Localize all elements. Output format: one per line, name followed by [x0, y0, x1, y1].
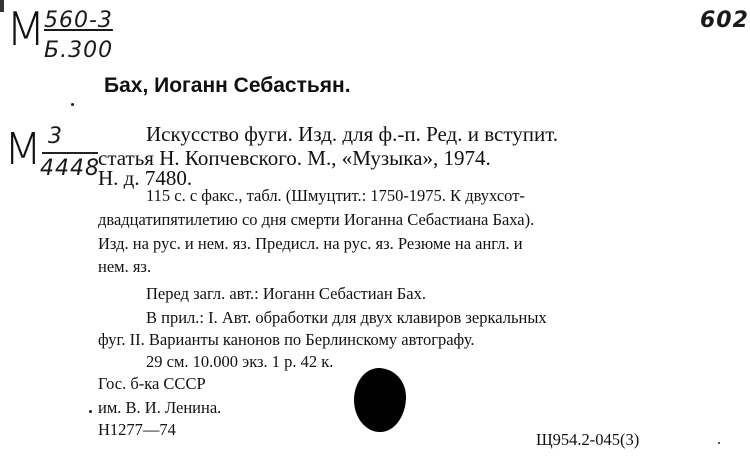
- title-line-3: Н. д. 7480.: [98, 166, 193, 190]
- classification-index: Щ954.2-045(3): [536, 430, 640, 449]
- library-line-2: им. В. И. Ленина.: [98, 398, 222, 417]
- shelfmark-mid-denominator: 4448: [40, 156, 100, 181]
- desc-line-8: 29 см. 10.000 экз. 1 р. 42 к.: [146, 352, 334, 371]
- desc-line-6: В прил.: I. Авт. обработки для двух клавиров зеркальных: [146, 308, 547, 327]
- title-line-1: Искусство фуги. Изд. для ф.-п. Ред. и вступит.: [146, 122, 559, 146]
- shelfmark-mid-numerator: 3: [48, 124, 63, 149]
- library-line-1: Гос. б-ка СССР: [98, 374, 206, 393]
- shelfmark-mid-letter: М: [4, 124, 42, 175]
- desc-line-3: Изд. на рус. и нем. яз. Предисл. на рус. яз. Резюме на англ. и: [98, 234, 523, 253]
- edge-mark: [0, 0, 4, 12]
- card-number: Н1277—74: [98, 420, 176, 439]
- shelfmark-top-letter: М: [6, 2, 46, 56]
- corner-note: 602: [700, 8, 749, 33]
- shelfmark-mid-rule: [42, 152, 98, 154]
- desc-line-1: 115 с. с факс., табл. (Шмуцтит.: 1750-1975. К двухсот-: [146, 186, 525, 205]
- desc-line-4: нем. яз.: [98, 257, 152, 276]
- desc-line-5: Перед загл. авт.: Иоганн Себастиан Бах.: [146, 284, 426, 303]
- shelfmark-top-denominator: Б.300: [44, 38, 114, 63]
- desc-line-2: двадцатипятилетию со дня смерти Иоганна Себастиана Баха).: [98, 210, 535, 229]
- title-line-2: статья Н. Копчевского. М., «Музыка», 1974.: [98, 146, 491, 170]
- speck: [718, 442, 720, 444]
- desc-line-7: фуг. II. Варианты канонов по Берлинскому автографу.: [98, 330, 475, 349]
- speck: [89, 410, 92, 413]
- shelfmark-top-numerator: 560-3: [44, 8, 113, 33]
- author-heading: Бах, Иоганн Себастьян.: [104, 74, 351, 97]
- ink-blot: [354, 368, 406, 432]
- speck: [71, 103, 74, 106]
